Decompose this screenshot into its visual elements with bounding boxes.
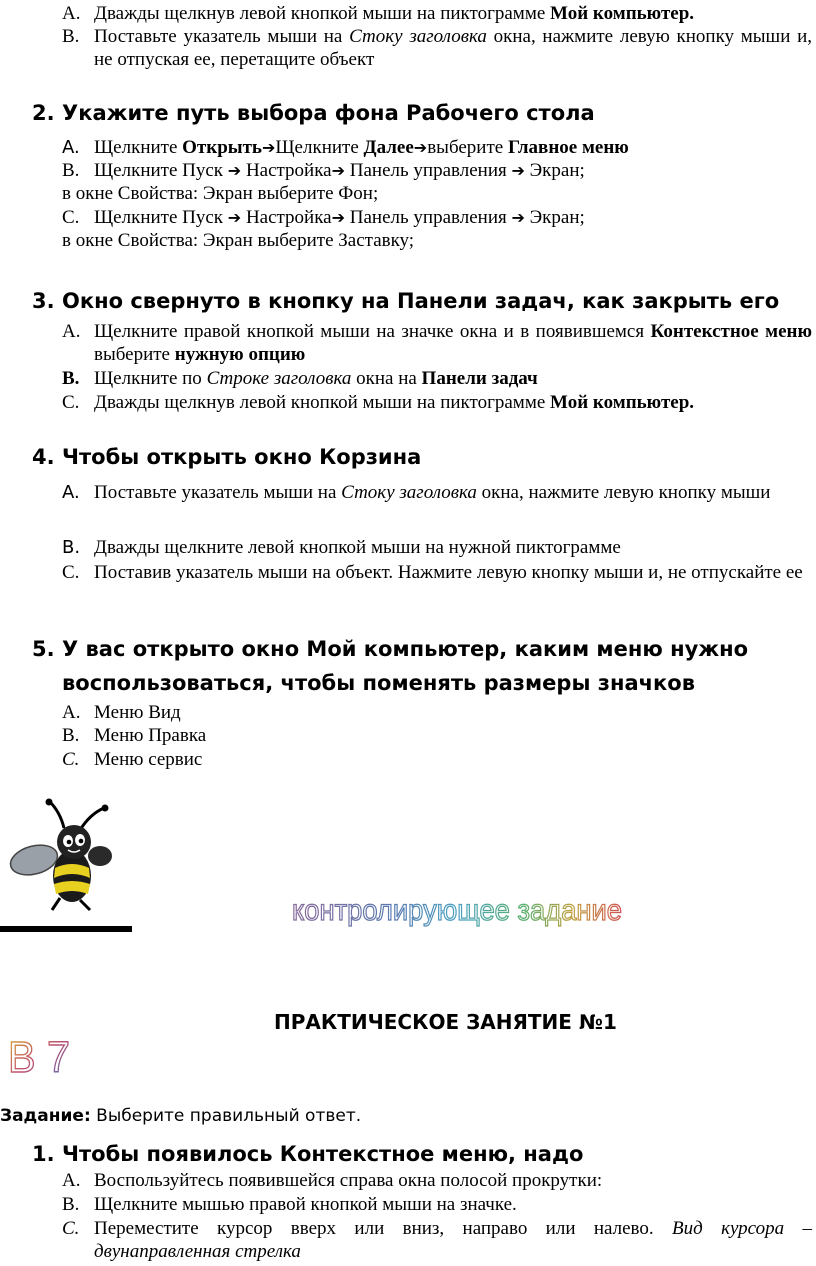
- divider-bar: [0, 926, 132, 932]
- task-text: Выберите правильный ответ.: [90, 1106, 362, 1126]
- answer-b: B. Меню Правка: [62, 725, 207, 746]
- question-5-title-line2: воспользоваться, чтобы поменять размеры значков: [62, 671, 696, 695]
- task-label: Задание:: [0, 1106, 91, 1126]
- arrow-icon: ➔: [261, 138, 276, 157]
- question-1-title: 1. Чтобы появилось Контекстное меню, надо: [32, 1142, 584, 1166]
- bee-clipart: [8, 798, 118, 916]
- answer-c: C. Переместите курсор вверх или вниз, направо или налево. Вид курсора – двунаправленная стрелка: [62, 1218, 812, 1262]
- answer-b: B. Щелкните по Строке заголовка окна на Панели задач: [62, 368, 538, 389]
- variant-wordart: [6, 1030, 76, 1080]
- arrow-icon: ➔: [511, 208, 525, 227]
- answer-c: C. Щелкните Пуск ➔ Настройка➔ Панель управления ➔ Экран;: [62, 207, 585, 228]
- arrow-icon: ➔: [331, 161, 346, 180]
- arrow-icon: ➔: [227, 208, 242, 227]
- task-line: [0, 1106, 361, 1126]
- question-4-title: 4. Чтобы открыть окно Корзина: [32, 445, 422, 469]
- answer-a: A. Меню Вид: [62, 702, 181, 723]
- arrow-icon: ➔: [331, 208, 346, 227]
- arrow-icon: ➔: [511, 161, 525, 180]
- answer-b-continuation: в окне Свойства: Экран выберите Фон;: [62, 183, 379, 204]
- answer-c: C. Дважды щелкнув левой кнопкой мыши на пиктограмме Мой компьютер.: [62, 392, 695, 413]
- answer-c-continuation: в окне Свойства: Экран выберите Заставку;: [62, 230, 415, 251]
- question-2-title: 2. Укажите путь выбора фона Рабочего стола: [32, 101, 595, 125]
- answer-a: A. Щелкните Открыть➔Щелкните Далее➔выберите Главное меню: [62, 137, 629, 158]
- question-5-title: 5. У вас открыто окно Мой компьютер, каким меню нужно: [32, 637, 749, 661]
- answer-b: B. Поставьте указатель мыши на Стоку заголовка окна, нажмите левую кнопку мыши и, не отпуская ее, перетащите объект: [62, 26, 813, 70]
- answer-c: C. Меню сервис: [62, 749, 203, 770]
- answer-a: A. Щелкните правой кнопкой мыши на значке окна и в появившемся Контекстное меню выберите нужную опцию: [62, 321, 812, 365]
- answer-a: A. Воспользуйтесь появившейся справа окна полосой прокрутки:: [62, 1170, 603, 1191]
- wordart-control-text: контролирующее задание: [292, 894, 622, 927]
- practical-title: ПРАКТИЧЕСКОЕ ЗАНЯТИЕ №1: [274, 1010, 617, 1034]
- answer-a: A. Дважды щелкнув левой кнопкой мыши на пиктограмме Мой компьютер.: [62, 3, 695, 24]
- answer-c: C. Поставив указатель мыши на объект. Нажмите левую кнопку мыши и, не отпускайте ее: [62, 562, 803, 583]
- wordart-control-task: [286, 884, 631, 934]
- arrow-icon: ➔: [227, 161, 242, 180]
- question-3-title: 3. Окно свернуто в кнопку на Панели задач, как закрыть его: [32, 289, 780, 313]
- arrow-icon: ➔: [413, 138, 428, 157]
- answer-b: B. Щелкните мышью правой кнопкой мыши на значке.: [62, 1194, 517, 1215]
- variant-text: В 7: [8, 1033, 70, 1080]
- answer-b: B. Щелкните Пуск ➔ Настройка➔ Панель управления ➔ Экран;: [62, 160, 585, 181]
- answer-b: B. Дважды щелкните левой кнопкой мыши на нужной пиктограмме: [62, 537, 621, 558]
- answer-a: A. Поставьте указатель мыши на Стоку заголовка окна, нажмите левую кнопку мыши: [62, 482, 771, 503]
